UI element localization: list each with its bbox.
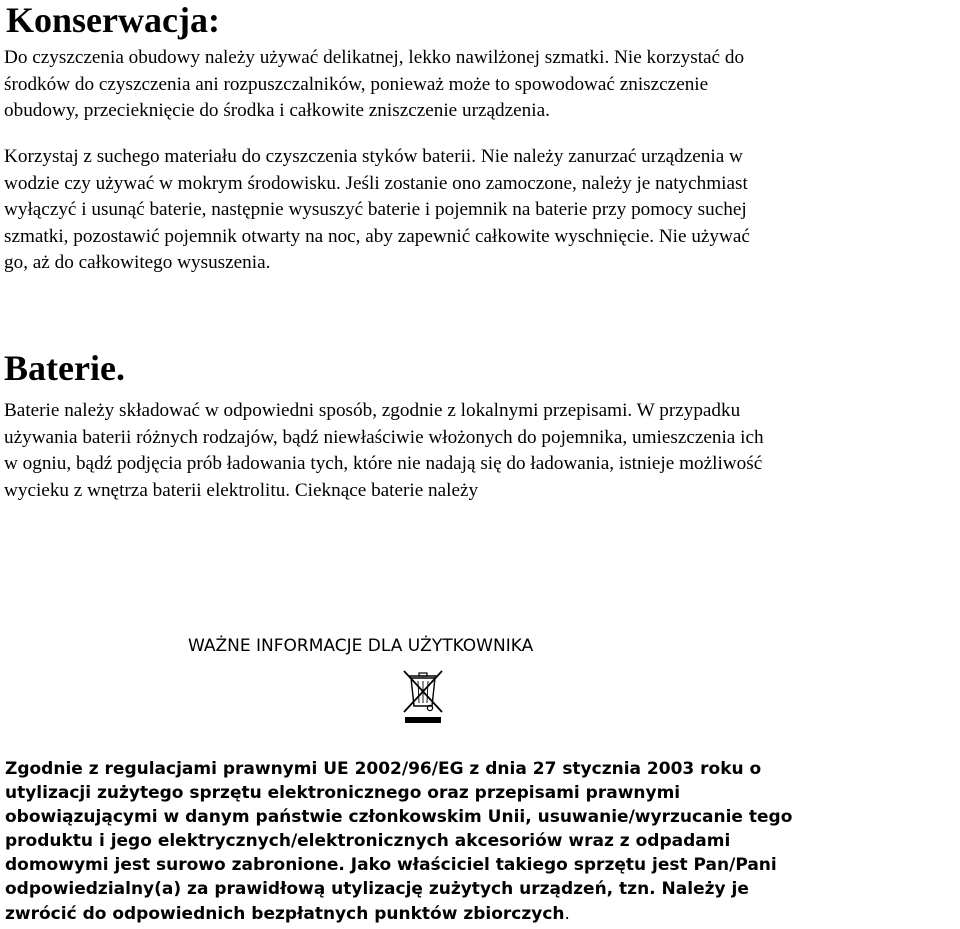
text-line: wodzie czy używać w mokrym środowisku. Jeśli zostanie ono zamoczone, należy je natychmiast [4, 172, 748, 194]
text-line: Korzystaj z suchego materiału do czyszczenia styków baterii. Nie należy zanurzać urządzenia w [4, 146, 743, 167]
text-line: obowiązującymi w danym państwie członkowskim Unii, usuwanie/wyrzucanie tego [5, 807, 793, 828]
text-line: używania baterii różnych rodzajów, bądź niewłaściwie włożonych do pojemnika, umieszczenia ich [4, 426, 764, 448]
text-line: Baterie należy składować w odpowiedni sposób, zgodnie z lokalnymi przepisami. W przypadku [4, 400, 741, 421]
text-line: produktu i jego elektrycznych/elektronicznych akcesoriów wraz z odpadami [5, 831, 731, 852]
weee-legal-text [5, 757, 959, 926]
text-line: utylizacji zużytego sprzętu elektronicznego oraz przepisami prawnymi [5, 783, 681, 804]
maintenance-paragraph-2 [4, 144, 958, 277]
important-notice-title: WAŻNE INFORMACJE DLA UŻYTKOWNIKA [188, 636, 534, 656]
text-line: go, aż do całkowitego wysuszenia. [4, 252, 271, 274]
batteries-paragraph [4, 398, 958, 504]
text-line: w ogniu, bądź podjęcia prób ładowania tych, które nie nadają się do ładowania, istnieje możliwość [4, 453, 763, 475]
maintenance-paragraph-1 [4, 45, 958, 125]
text-line: wycieku z wnętrza baterii elektrolitu. Cieknące baterie należy [4, 479, 479, 501]
text-line: Do czyszczenia obudowy należy używać delikatnej, lekko nawilżonej szmatki. Nie korzystać do [4, 47, 745, 68]
text-line: odpowiedzialny(a) za prawidłową utylizację zużytych urządzeń, tzn. Należy je [5, 879, 749, 900]
trailing-period: . [564, 903, 570, 924]
crossed-out-wheelie-bin-icon [400, 667, 446, 725]
text-line-last [5, 902, 959, 926]
text-line: domowymi jest surowo zabronione. Jako właściciel takiego sprzętu jest Pan/Pani [5, 855, 777, 876]
text-line: Zgodnie z regulacjami prawnymi UE 2002/96/EG z dnia 27 stycznia 2003 roku o [5, 759, 762, 779]
heading-konserwacja: Konserwacja: [6, 0, 220, 40]
heading-baterie: Baterie. [4, 348, 125, 388]
text-line: obudowy, przecieknięcie do środka i całkowite zniszczenie urządzenia. [4, 100, 550, 122]
text-line: wyłączyć i usunąć baterie, następnie wysuszyć baterie i pojemnik na baterie przy pomocy suchej [4, 199, 747, 221]
text-line: szmatki, pozostawić pojemnik otwarty na noc, aby zapewnić całkowite wyschnięcie. Nie używać [4, 225, 750, 247]
text-line: środków do czyszczenia ani rozpuszczalników, ponieważ może to spowodować zniszczenie [4, 73, 709, 95]
text-line-body: zwrócić do odpowiednich bezpłatnych punktów zbiorczych [5, 903, 565, 924]
